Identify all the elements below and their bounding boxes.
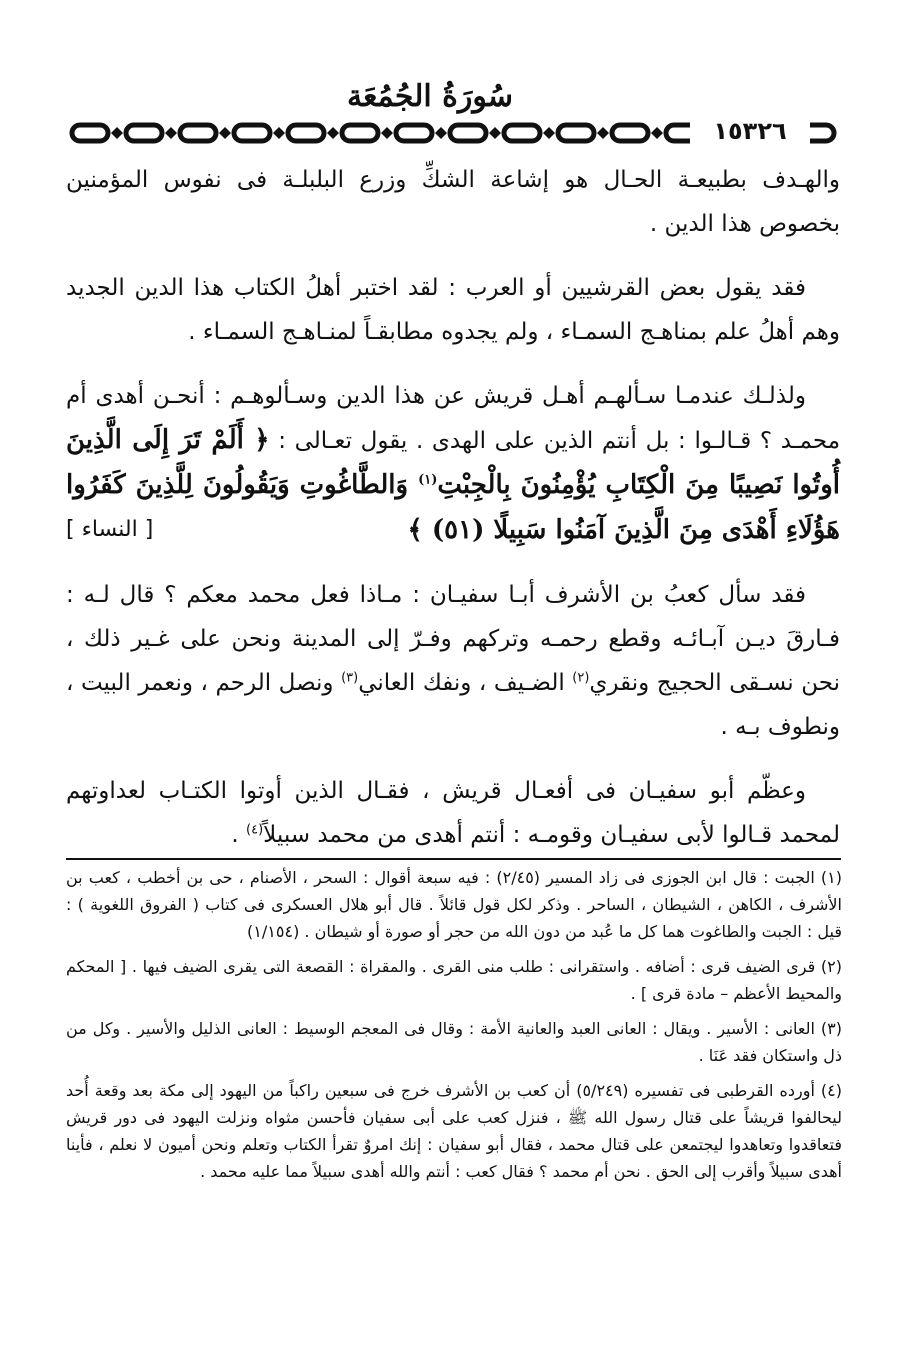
footnote-text: أورده القرطبى فى تفسيره (٥/٢٤٩) أن كعب بن الأشرف خرج فى سبعين راكباً من اليهود إلى مكة بعد وقعة أُحد ليحالفوا قريشاً على قتال رسول الله ﷺ ، فنزل كعب على أبى سفيان فأحسن مثواه ونزلت اليهود فى دور قريش فتعاقدوا وتعاهدوا ليجتمعن على قتال محمد ، فقال أبو سفيان : إنك امروٌ تقرأ الكتاب وتعلم ونحن أميون لا نعلم ، فأينا أهدى سبيلاً وأقرب إلى الحق . نحن أم محمد ؟ فقال كعب : أنتم والله أهدى سبيلاً مما عليه محمد .: [66, 1081, 842, 1181]
page-number: ١٥٣٢٦: [690, 116, 810, 146]
footnote-text: الجبت : قال ابن الجوزى فى زاد المسير (٢/٤٥) : فيه سبعة أقوال : السحر ، الأصنام ، حى بن أخطب ، كعب بن الأشرف ، الكاهن ، الشيطان ، الساحر . وذكر لكل قول قائلاً . قال أبو هلال العسكرى فى كتاب ( الفروق اللغوية ) : قيل : الجبت والطاغوت هما كل ما عُبد من دون الله من حجر أو صورة أو شيطان . (١/١٥٤): [66, 868, 842, 941]
footnotes: [66, 864, 842, 1193]
footnote-4: [66, 1077, 842, 1185]
footnote-text: قرى الضيف قرى : أضافه . واستقرانى : طلب منى القرى . والمقراة : القصعة التى يقرى الضيف فيها . [ المحكم والمحيط الأعظم – مادة قرى ] .: [66, 957, 842, 1003]
footnote-ref-4[interactable]: (٤): [246, 822, 264, 838]
surah-title: سُورَةُ الجُمُعَة: [346, 79, 514, 114]
footnote-1: [66, 864, 842, 945]
footnote-ref-1[interactable]: (١): [418, 472, 438, 488]
footnote-text: العانى : الأسير . ويقال : العانى العبد والعانية الأمة : وقال فى المعجم الوسيط : العانى الذليل والأسير . وكل من ذل واستكان فقد عَنَا .: [66, 1019, 842, 1065]
paragraph-3-intro: ولذلـك عندمـا سـألهـم أهـل قريش عن هذا الدين وسـألوهـم : أنحـن أهدى أم محمـد ؟ قـالـوا : بل أنتم الذين على الهدى . يقول تعـالى :: [66, 383, 841, 454]
paragraph-4: [66, 573, 840, 749]
footnote-divider: [66, 858, 841, 860]
paragraph-4-part-3: ونصل الرحم ، ونعمر البيت ، ونطوف بـه .: [66, 670, 840, 740]
verse-reference: [ النساء ]: [66, 517, 154, 542]
quran-verse-part-2: وَالطَّاغُوتِ وَيَقُولُونَ لِلَّذِينَ كَفَرُوا هَؤُلَاءِ أَهْدَى مِنَ الَّذِينَ آمَنُوا سَبِيلًا (٥١) ﴾: [66, 470, 840, 545]
paragraph-1: والهـدف بطبيعـة الحـال هو إشاعة الشكِّ وزرع البلبلـة فى نفوس المؤمنين بخصوص هذا الدين .: [66, 167, 840, 237]
footnote-ref-3[interactable]: (٣): [341, 670, 359, 686]
paragraph-5-part-2: .: [231, 822, 247, 848]
paragraph-2: فقد يقول بعض القرشيين أو العرب : لقد اختبر أهلُ الكتاب هذا الدين الجديد وهم أهلُ علم بمناهـج السمـاء ، ولم يجدوه مطابقـاً لمنـاهـج السمـاء .: [66, 275, 840, 345]
footnote-ref-2[interactable]: (٢): [572, 670, 590, 686]
paragraph-5: [66, 769, 840, 857]
quran-verse-part-1: ﴿ أَلَمْ تَرَ إِلَى الَّذِينَ أُوتُوا نَصِيبًا مِنَ الْكِتَابِ يُؤْمِنُونَ بِالْجِبْتِ: [66, 425, 840, 500]
paragraph-5-part-1: وعظّم أبو سفيـان فى أفعـال قريش ، فقـال الذين أوتوا الكتـاب لعداوتهم لمحمد قـالوا لأبى سفيـان وقومـه : أنتم أهدى من محمد سبيلاً: [66, 778, 840, 848]
main-text: [66, 158, 840, 877]
footnote-number: (٢): [820, 957, 842, 976]
paragraph-4-part-1: فقد سأل كعبُ بن الأشرف أبـا سفيـان : مـاذا فعل محمد معكم ؟ قال لـه : فـارقَ ديـن آبـائـه وقطع رحمـه وتركهم وفـرّ إلى المدينة ونحن على غـير ذلك ، نحن نسـقى الحجيج ونقري: [66, 582, 840, 696]
footnote-number: (٣): [820, 1019, 842, 1038]
footnote-number: (١): [820, 868, 842, 887]
footnote-2: [66, 953, 842, 1007]
paragraph-4-part-2: الضـيف ، ونفك العاني: [358, 670, 573, 696]
footnote-number: (٤): [820, 1081, 843, 1100]
footnote-3: [66, 1015, 842, 1069]
paragraph-3: [66, 374, 840, 553]
